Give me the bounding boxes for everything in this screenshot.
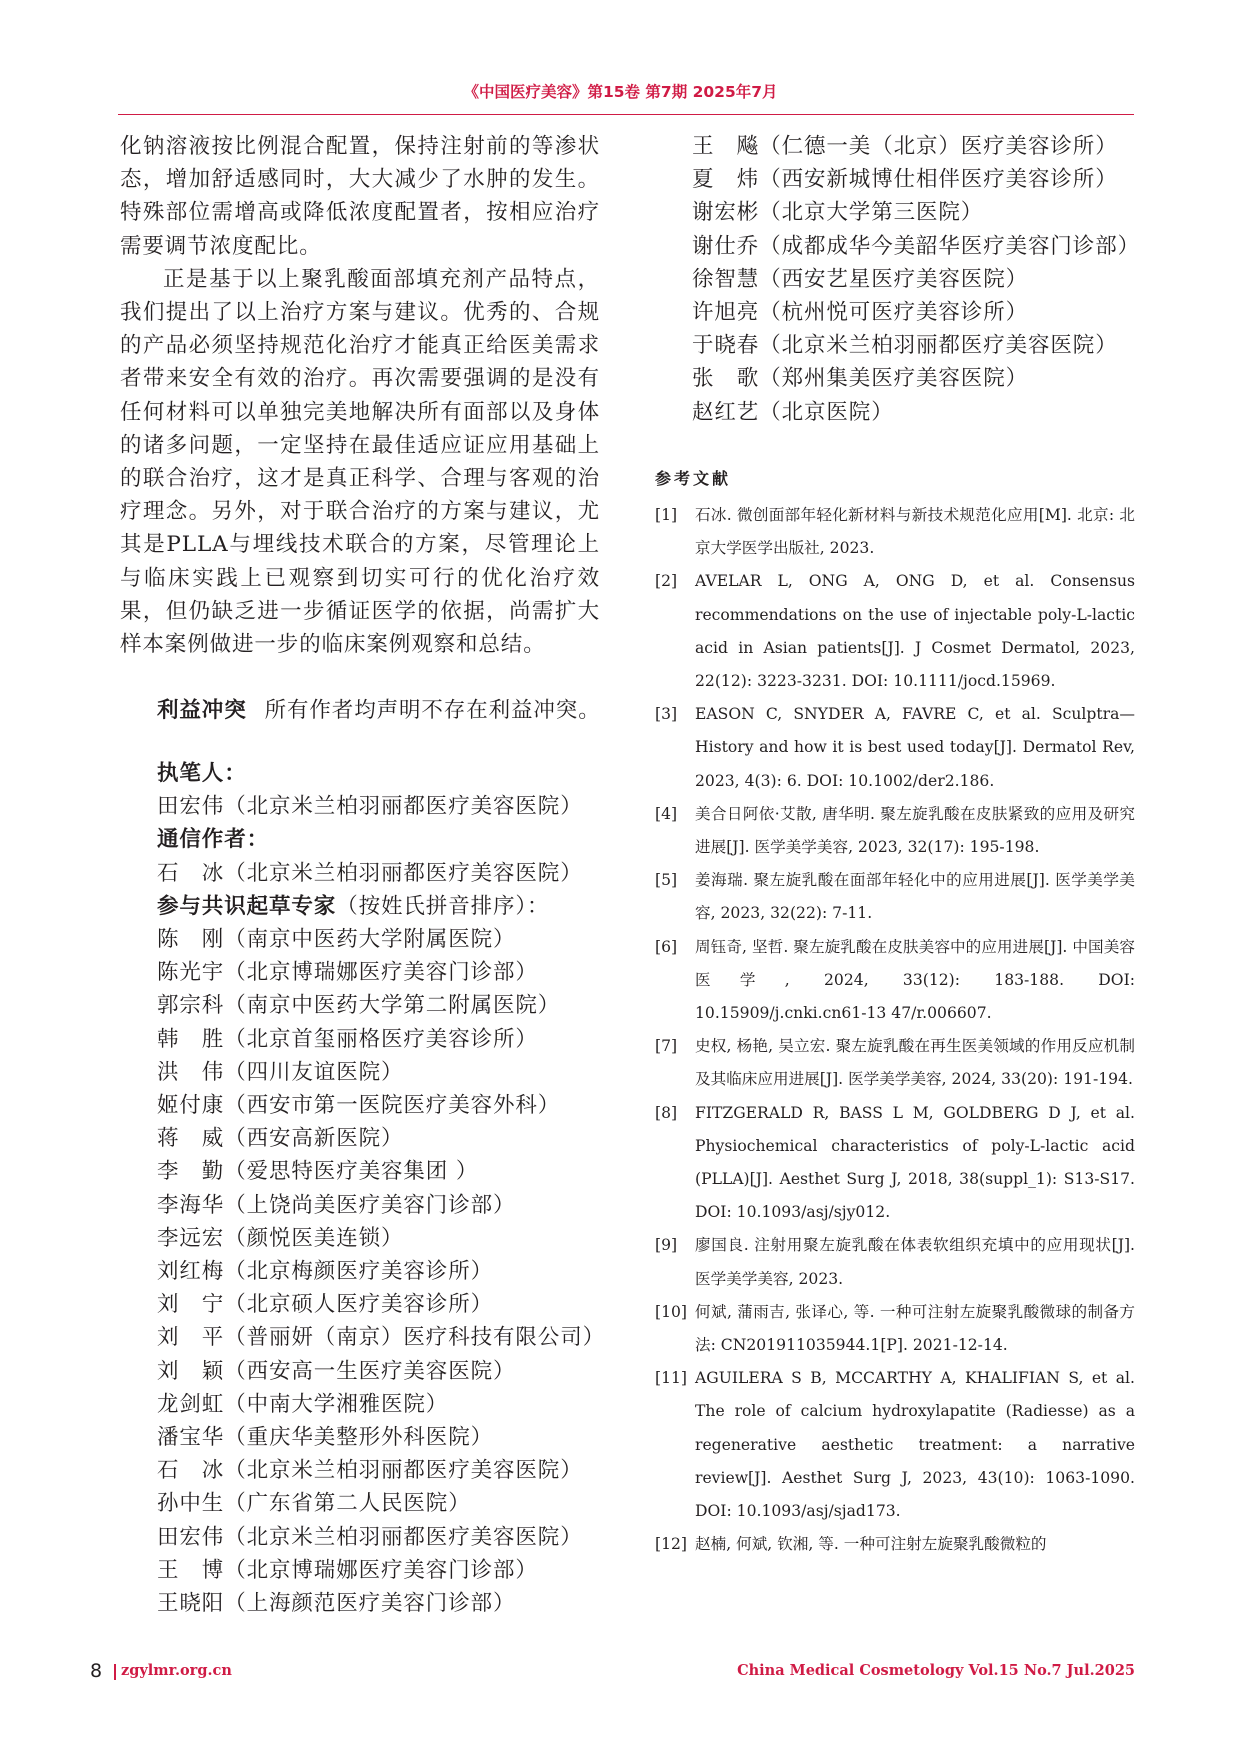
expert-item: 谢仕乔（成都成华今美韶华医疗美容门诊部）	[692, 233, 1141, 259]
reference-number: [2]	[655, 572, 678, 591]
corresponding-label: 通信作者：	[157, 827, 270, 853]
expert-item: 张 歌（郑州集美医疗美容医院）	[692, 366, 1029, 392]
left-column	[120, 130, 600, 661]
reference-item	[655, 1296, 1135, 1362]
expert-item: 王 飚（仁德一美（北京）医疗美容诊所）	[692, 134, 1118, 159]
reference-item	[655, 864, 1135, 930]
reference-text: 赵楠, 何斌, 钦湘, 等. 一种可注射左旋聚乳酸微粒的	[695, 1535, 1047, 1554]
reference-number: [6]	[655, 937, 678, 956]
reference-number: [7]	[655, 1037, 678, 1056]
reference-number: [8]	[655, 1103, 678, 1122]
expert-item: 洪 伟（四川友谊医院）	[157, 1059, 404, 1085]
reference-number: [5]	[655, 871, 678, 890]
reference-item	[655, 698, 1135, 798]
expert-item: 刘 宁（北京硕人医疗美容诊所）	[157, 1292, 494, 1318]
page-number: 8	[90, 1660, 103, 1682]
experts-suffix: （按姓氏拼音排序）：	[336, 893, 550, 919]
expert-item: 谢宏彬（北京大学第三医院）	[692, 200, 984, 226]
writer-label: 执笔人：	[157, 761, 247, 786]
reference-number: [10]	[655, 1302, 688, 1321]
journal-website: zgylmr.org.cn	[121, 1662, 232, 1679]
expert-list-continued	[692, 130, 1140, 429]
reference-item	[655, 565, 1135, 698]
expert-item: 夏 炜（西安新城博仕相伴医疗美容诊所）	[692, 167, 1118, 193]
expert-item: 田宏伟（北京米兰柏羽丽都医疗美容医院）	[157, 1524, 583, 1550]
reference-text: 姜海瑞. 聚左旋乳酸在面部年轻化中的应用进展[J]. 医学美学美容, 2023, 32(22): 7-11.	[695, 871, 1135, 923]
header-rule	[118, 114, 1134, 115]
reference-text: FITZGERALD R, BASS L M, GOLDBERG D J, et al. Physiochemical characteristics of poly-L-lactic acid (PLLA)[J]. Aesthet Surg J, 2018, 38(suppl_1): S13-S17. DOI: 10.1093/asj/sjy012.	[695, 1103, 1135, 1222]
references-heading: 参考文献	[655, 469, 732, 488]
expert-item: 孙中生（广东省第二人民医院）	[157, 1491, 471, 1517]
expert-item: 郭宗科（南京中医药大学第二附属医院）	[157, 993, 561, 1019]
expert-item: 刘红梅（北京梅颜医疗美容诊所）	[157, 1259, 494, 1285]
expert-item: 李远宏（颜悦医美连锁）	[157, 1225, 404, 1251]
experts-heading	[157, 890, 605, 923]
reference-text: 美合日阿依·艾散, 唐华明. 聚左旋乳酸在皮肤紧致的应用及研究进展[J]. 医学美学美容, 2023, 32(17): 195-198.	[695, 804, 1135, 857]
reference-list	[655, 499, 1135, 1562]
corresponding-name: 石 冰（北京米兰柏羽丽都医疗美容医院）	[157, 860, 583, 886]
journal-header: 《中国医疗美容》第15卷 第7期 2025年7月	[463, 83, 778, 101]
reference-text: AGUILERA S B, MCCARTHY A, KHALIFIAN S, et al. The role of calcium hydroxylapatite (Radiesse) as a regenerative aesthetic treatment: a narrative review[J]. Aesthet Surg J, 2023, 43(10): 1063-1090. DOI: 10.1093/asj/sjad173.	[695, 1369, 1135, 1521]
expert-item: 许旭亮（杭州悦可医疗美容诊所）	[692, 300, 1029, 326]
reference-text: 史权, 杨艳, 吴立宏. 聚左旋乳酸在再生医美领域的作用反应机制及其临床应用进展[J]. 医学美学美容, 2024, 33(20): 191-194.	[695, 1037, 1135, 1089]
author-list	[157, 757, 605, 1620]
reference-item	[655, 798, 1135, 864]
expert-item: 潘宝华（重庆华美整形外科医院）	[157, 1425, 494, 1451]
reference-item	[655, 1528, 1135, 1561]
expert-item: 蒋 威（西安高新医院）	[157, 1126, 404, 1152]
reference-item	[655, 1229, 1135, 1295]
expert-item: 王 博（北京博瑞娜医疗美容门诊部）	[157, 1557, 538, 1583]
coi-label: 利益冲突	[157, 698, 247, 723]
expert-item: 刘 颖（西安高一生医疗美容医院）	[157, 1358, 516, 1384]
reference-text: 廖国良. 注射用聚左旋乳酸在体表软组织充填中的应用现状[J]. 医学美学美容, 2023.	[695, 1236, 1135, 1288]
reference-number: [1]	[655, 506, 678, 524]
conflict-of-interest	[157, 693, 601, 724]
reference-number: [11]	[655, 1369, 688, 1388]
expert-item: 石 冰（北京米兰柏羽丽都医疗美容医院）	[157, 1458, 583, 1484]
expert-item: 王晓阳（上海颜范医疗美容门诊部）	[157, 1591, 516, 1617]
coi-text: 所有作者均声明不存在利益冲突。	[264, 698, 601, 723]
reference-text: 周钰奇, 坚哲. 聚左旋乳酸在皮肤美容中的应用进展[J]. 中国美容医学, 2024, 33(12): 183-188. DOI: 10.15909/j.cnki.cn61-13 47/r.006607.	[695, 937, 1135, 1023]
reference-item	[655, 1097, 1135, 1230]
experts-label: 参与共识起草专家	[157, 893, 337, 919]
expert-item: 于晓春（北京米兰柏羽丽都医疗美容医院）	[692, 333, 1118, 359]
expert-item: 赵红艺（北京医院）	[692, 399, 894, 425]
reference-item	[655, 931, 1135, 1031]
reference-item	[655, 499, 1135, 565]
reference-number: [3]	[655, 705, 678, 724]
expert-item: 刘 平（普丽妍（南京）医疗科技有限公司）	[157, 1325, 606, 1351]
body-paragraph: 化钠溶液按比例混合配置，保持注射前的等渗状态，增加舒适感同时，大大减少了水肿的发生。特殊部位需增高或降低浓度配置者，按相应治疗需要调节浓度配比。	[120, 134, 600, 259]
body-paragraph: 正是基于以上聚乳酸面部填充剂产品特点，我们提出了以上治疗方案与建议。优秀的、合规的产品必须坚持规范化治疗才能真正给医美需求者带来安全有效的治疗。再次需要强调的是没有任何材料可以单独完美地解决所有面部以及身体的诸多问题，一定坚持在最佳适应证应用基础上的联合治疗，这才是真正科学、合理与客观的治疗理念。另外，对于联合治疗的方案与建议，尤其是PLLA与埋线技术联合的方案，尽管理论上与临床实践上已观察到切实可行的优化治疗效果，但仍缺乏进一步循证医学的依据，尚需扩大样本案例做进一步的临床案例观察和总结。	[120, 266, 600, 658]
reference-number: [4]	[655, 804, 678, 823]
reference-text: 石冰. 微创面部年轻化新材料与新技术规范化应用[M]. 北京: 北京大学医学出版社, 2023.	[695, 506, 1135, 558]
reference-number: [9]	[655, 1236, 678, 1255]
reference-text: 何斌, 蒲雨吉, 张译心, 等. 一种可注射左旋聚乳酸微球的制备方法: CN201911035944.1[P]. 2021-12-14.	[695, 1302, 1135, 1355]
expert-item: 韩 胜（北京首玺丽格医疗美容诊所）	[157, 1026, 538, 1052]
expert-item: 李 勤（爱思特医疗美容集团 ）	[157, 1159, 479, 1185]
reference-item	[655, 1362, 1135, 1528]
expert-item: 姬付康（西安市第一医院医疗美容外科）	[157, 1093, 561, 1119]
reference-text: AVELAR L, ONG A, ONG D, et al. Consensus recommendations on the use of injectable poly-L-lactic acid in Asian patients[J]. J Cosmet Dermatol, 2023, 22(12): 3223-3231. DOI: 10.1111/jocd.15969.	[695, 572, 1135, 691]
expert-item: 李海华（上饶尚美医疗美容门诊部）	[157, 1192, 516, 1218]
journal-footer-citation: China Medical Cosmetology Vol.15 No.7 Jul.2025	[737, 1662, 1135, 1679]
expert-item: 陈光宇（北京博瑞娜医疗美容门诊部）	[157, 960, 538, 986]
footer-divider	[114, 1664, 116, 1680]
writer-name: 田宏伟（北京米兰柏羽丽都医疗美容医院）	[157, 794, 583, 820]
expert-item: 徐智慧（西安艺星医疗美容医院）	[692, 266, 1029, 292]
expert-item: 龙剑虹（中南大学湘雅医院）	[157, 1391, 449, 1417]
reference-number: [12]	[655, 1535, 688, 1554]
expert-item: 陈 刚（南京中医药大学附属医院）	[157, 927, 516, 953]
reference-item	[655, 1030, 1135, 1096]
reference-text: EASON C, SNYDER A, FAVRE C, et al. Sculptra—History and how it is best used today[J]. Dermatol Rev, 2023, 4(3): 6. DOI: 10.1002/der2.186.	[695, 705, 1135, 790]
